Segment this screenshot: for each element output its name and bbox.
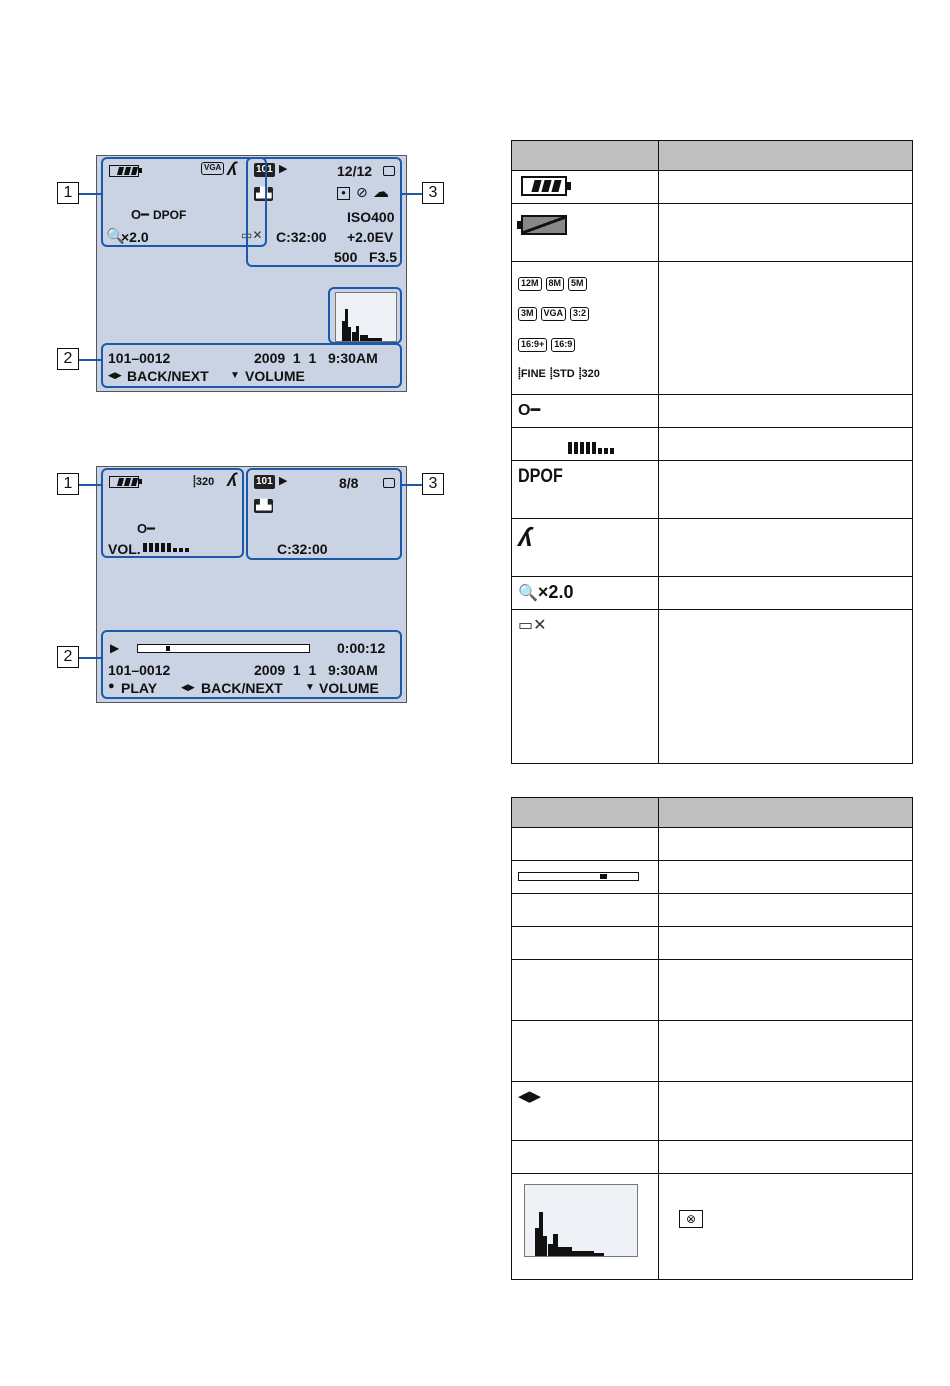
white-balance-icon: ☁ bbox=[373, 184, 389, 201]
table-row bbox=[512, 927, 913, 960]
table-row bbox=[512, 828, 913, 861]
movie-std-icon: ⸽STD bbox=[549, 368, 575, 381]
table-cell bbox=[659, 427, 913, 460]
indicator-table-2 bbox=[511, 797, 913, 1280]
movie-callout-2: 2 bbox=[57, 646, 79, 668]
protect-cell bbox=[512, 394, 659, 427]
battery-low-icon bbox=[521, 215, 567, 235]
header-cell-indication bbox=[659, 141, 913, 171]
protect-key-icon: O━ bbox=[518, 401, 541, 419]
table-cell bbox=[659, 518, 913, 576]
header-cell-display bbox=[512, 141, 659, 171]
table-row bbox=[512, 1082, 913, 1141]
zoom-value: ×2.0 bbox=[537, 581, 574, 602]
table-row bbox=[512, 1174, 913, 1280]
playback-bar-icon bbox=[518, 872, 639, 881]
table-row bbox=[512, 427, 913, 460]
table-cell bbox=[512, 927, 659, 960]
still-callout-3: 3 bbox=[422, 182, 444, 204]
image-size-8m-icon: 8M bbox=[546, 277, 565, 291]
image-size-vga-icon: VGA bbox=[541, 307, 567, 321]
eye-fi-icon: ʎ bbox=[227, 470, 238, 490]
table-cell bbox=[659, 394, 913, 427]
table-row bbox=[512, 460, 913, 518]
down-arrow-icon: ▼ bbox=[305, 682, 315, 693]
table-cell bbox=[512, 894, 659, 927]
progress-bar-cell bbox=[512, 861, 659, 894]
table-cell bbox=[659, 927, 913, 960]
dpof-cell bbox=[512, 460, 659, 518]
zoom-magnifier-icon: 🔍 bbox=[518, 584, 538, 602]
play-label: PLAY bbox=[121, 680, 158, 696]
still-callout-3-leader bbox=[400, 193, 422, 195]
table-row bbox=[512, 609, 913, 763]
table-header-row bbox=[512, 798, 913, 828]
movie-callout-3: 3 bbox=[422, 473, 444, 495]
center-button-icon: ● bbox=[108, 680, 115, 692]
still-callout-2: 2 bbox=[57, 348, 79, 370]
back-next-label: BACK/NEXT bbox=[127, 368, 209, 384]
volume-level-label: VOL. bbox=[108, 541, 141, 557]
image-size-3m-icon: 3M bbox=[518, 307, 537, 321]
movie-callout-2-frame bbox=[101, 630, 402, 699]
battery-full-icon bbox=[521, 176, 567, 196]
table-cell bbox=[659, 1021, 913, 1082]
image-size-16-9-icon: 16:9 bbox=[551, 338, 575, 352]
metering-icon: ● bbox=[337, 187, 350, 200]
battery-low-cell bbox=[512, 204, 659, 262]
table-cell bbox=[659, 1174, 913, 1280]
table-row bbox=[512, 171, 913, 204]
record-datetime: 2009 1 1 9:30AM bbox=[254, 662, 378, 678]
left-right-arrows-icon: ◀▶ bbox=[518, 1088, 542, 1105]
table-cell bbox=[659, 262, 913, 395]
table-row bbox=[512, 394, 913, 427]
left-right-arrows-icon: ◀▶ bbox=[181, 682, 195, 692]
image-size-5m-icon: 5M bbox=[568, 277, 587, 291]
image-size-icon: VGA bbox=[201, 162, 224, 175]
table-row bbox=[512, 1021, 913, 1082]
battery-cell bbox=[512, 171, 659, 204]
zoom-value: ×2.0 bbox=[121, 229, 149, 245]
still-callout-1-leader bbox=[79, 193, 103, 195]
eye-fi-icon: ʎ bbox=[518, 521, 533, 552]
protect-key-icon: O━ bbox=[137, 521, 155, 536]
dpof-mark: DPOF bbox=[153, 208, 187, 222]
pictbridge-icon: ▭✕ bbox=[241, 228, 263, 242]
movie-callout-1: 1 bbox=[57, 473, 79, 495]
table-cell bbox=[659, 1141, 913, 1174]
image-counter: 12/12 bbox=[337, 163, 373, 179]
flash-off-icon: ⊘ bbox=[356, 184, 368, 200]
still-callout-1-frame bbox=[101, 157, 267, 247]
histogram-off-icon: ⊗ bbox=[679, 1210, 703, 1228]
zoom-cell bbox=[512, 576, 659, 609]
remaining-capacity: C:32:00 bbox=[276, 229, 327, 245]
still-callout-1: 1 bbox=[57, 182, 79, 204]
table-cell bbox=[659, 1082, 913, 1141]
table-cell bbox=[659, 861, 913, 894]
movie-320-icon: ⸽320 bbox=[578, 368, 600, 381]
recording-folder-icon: ▟▙ bbox=[256, 188, 272, 199]
image-size-16-9-plus-icon: 16:9+ bbox=[518, 338, 547, 352]
table-cell bbox=[512, 828, 659, 861]
table-row bbox=[512, 1141, 913, 1174]
table-cell bbox=[659, 460, 913, 518]
table-cell bbox=[512, 960, 659, 1021]
still-callout-2-frame bbox=[101, 343, 402, 388]
table-row bbox=[512, 861, 913, 894]
play-state-icon: ▶ bbox=[110, 641, 120, 655]
table-cell bbox=[512, 1141, 659, 1174]
volume-label: VOLUME bbox=[319, 680, 379, 696]
image-size-3-2-icon: 3:2 bbox=[570, 307, 589, 321]
table-cell bbox=[659, 960, 913, 1021]
pictbridge-connecting-icon: ▭✕ bbox=[518, 616, 547, 634]
table-cell bbox=[659, 894, 913, 927]
table-cell bbox=[659, 828, 913, 861]
indicator-table-1 bbox=[511, 140, 913, 764]
movie-callout-3-frame bbox=[246, 468, 402, 560]
table-cell bbox=[512, 1021, 659, 1082]
table-row bbox=[512, 576, 913, 609]
still-callout-histogram-frame bbox=[328, 287, 402, 344]
eye-fi-icon: ʎ bbox=[227, 159, 238, 179]
table-row bbox=[512, 960, 913, 1021]
table-row bbox=[512, 204, 913, 262]
table-header-row bbox=[512, 141, 913, 171]
table-row bbox=[512, 518, 913, 576]
remaining-capacity: C:32:00 bbox=[277, 541, 328, 557]
elapsed-time: 0:00:12 bbox=[337, 640, 386, 656]
still-callout-2-leader bbox=[79, 359, 103, 361]
folder-arrow-icon: ▶ bbox=[279, 475, 288, 487]
folder-icon: 101 bbox=[256, 164, 273, 175]
record-datetime: 2009 1 1 9:30AM bbox=[254, 350, 378, 366]
header-cell-indication bbox=[659, 798, 913, 828]
down-arrow-icon: ▼ bbox=[230, 370, 240, 381]
exposure-value: +2.0EV bbox=[347, 229, 394, 245]
movie-fine-icon: ⸽FINE bbox=[518, 368, 546, 381]
file-number: 101–0012 bbox=[108, 662, 171, 678]
table-cell bbox=[659, 609, 913, 763]
file-number: 101–0012 bbox=[108, 350, 171, 366]
header-cell-display bbox=[512, 798, 659, 828]
back-next-label: BACK/NEXT bbox=[201, 680, 283, 696]
recording-folder-icon: ▟▙ bbox=[256, 500, 272, 511]
folder-arrow-icon: ▶ bbox=[279, 163, 288, 175]
left-right-arrows-icon: ◀▶ bbox=[108, 370, 122, 380]
shutter-aperture: 500 F3.5 bbox=[334, 249, 398, 265]
table-row bbox=[512, 262, 913, 395]
pictbridge-cell bbox=[512, 609, 659, 763]
image-size-cell bbox=[512, 262, 659, 395]
table-cell bbox=[659, 171, 913, 204]
movie-counter: 8/8 bbox=[339, 475, 359, 491]
protect-key-icon: O━ bbox=[131, 207, 149, 222]
table-row bbox=[512, 894, 913, 927]
movie-callout-1-leader bbox=[79, 484, 103, 486]
arrows-cell bbox=[512, 1082, 659, 1141]
movie-callout-1-frame bbox=[101, 468, 244, 558]
table-cell bbox=[659, 576, 913, 609]
image-size-12m-icon: 12M bbox=[518, 277, 542, 291]
eye-fi-cell bbox=[512, 518, 659, 576]
histogram-icon bbox=[524, 1184, 638, 1257]
iso-value: ISO400 bbox=[347, 209, 395, 225]
folder-icon: 101 bbox=[256, 476, 273, 487]
movie-callout-2-leader bbox=[79, 657, 103, 659]
playback-bar-knob bbox=[600, 874, 607, 879]
zoom-icon: 🔍 bbox=[106, 228, 125, 245]
still-callout-3-frame bbox=[246, 157, 402, 267]
volume-cell bbox=[512, 427, 659, 460]
histogram-cell bbox=[512, 1174, 659, 1280]
volume-bars-icon bbox=[568, 436, 616, 453]
movie-callout-3-leader bbox=[400, 484, 422, 486]
volume-label: VOLUME bbox=[245, 368, 305, 384]
dpof-icon: DPOF bbox=[518, 465, 563, 487]
table-cell bbox=[659, 204, 913, 262]
movie-quality-icon: ⸽320 bbox=[193, 476, 215, 488]
